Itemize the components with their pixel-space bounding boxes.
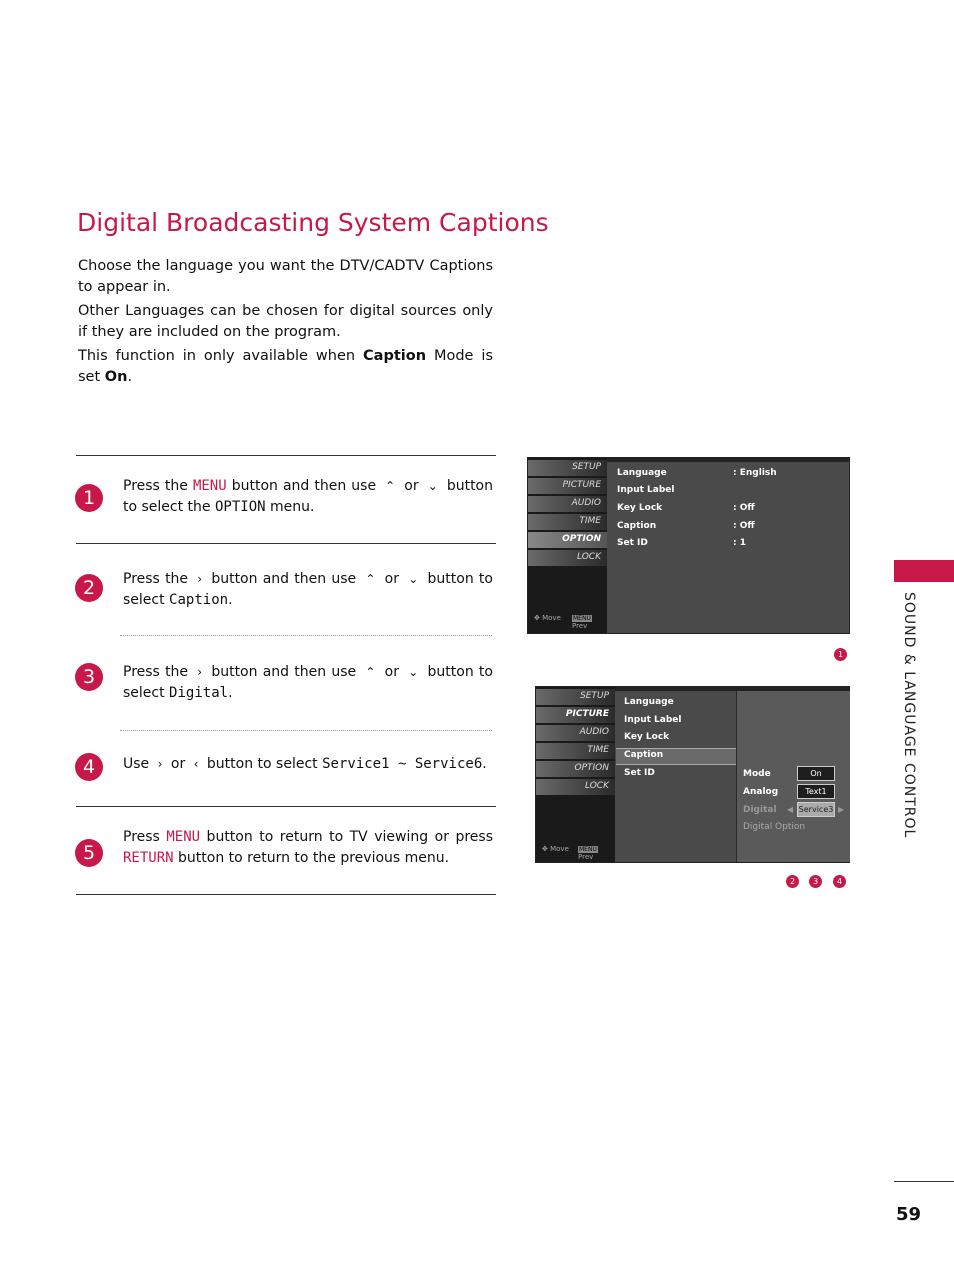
main-menu-column [528,458,607,633]
right-triangle-icon[interactable]: ▶ [838,805,845,814]
step-2-text: Press the › button and then use ⌃ or ⌄ button to select Caption. [123,571,493,608]
step-5-text: Press MENU button to return to TV viewing or press RETURN button to return to the previous menu. [123,829,493,866]
row-language-value: : English [733,468,777,478]
page-title: Digital Broadcasting System Captions [77,208,549,237]
mode-label: Mode [743,769,771,779]
row-caption-label[interactable]: Caption [624,750,664,760]
row-language-label[interactable]: Language [624,697,674,707]
row-key-lock-value: : Off [733,503,755,513]
menu-item-time[interactable]: TIME [587,745,609,755]
mode-value[interactable]: On [797,766,835,781]
intro-paragraph-3: This function in only available when Caption Mode is set On. [78,348,494,385]
right-arrow-icon: › [197,572,203,586]
intro-paragraph-2: Other Languages can be chosen for digital sources only if they are included on the program. [78,303,493,340]
menu-item-picture[interactable]: PICTURE [565,709,609,719]
row-set-id-value: : 1 [733,538,746,548]
row-caption-label[interactable]: Caption [617,521,657,531]
left-arrow-icon: ‹ [193,757,199,771]
digital-option-label[interactable]: Digital Option [743,822,806,832]
down-arrow-icon: ⌄ [408,572,419,586]
row-set-id-label[interactable]: Set ID [617,538,648,548]
analog-label: Analog [743,787,779,797]
row-caption-value: : Off [733,521,755,531]
step-badge-2: 2 [75,574,103,602]
step-4-text: Use › or ‹ button to select Service1 ~ Service6. [123,756,487,772]
move-icon: ✥ [534,614,540,622]
step-badge-3: 3 [75,663,103,691]
page-number: 59 [896,1204,922,1225]
menu-item-picture[interactable]: PICTURE [562,480,601,490]
up-arrow-icon: ⌃ [365,665,376,679]
screen-badge-4: 4 [833,875,846,888]
menu-item-time[interactable]: TIME [579,516,601,526]
menu-item-setup[interactable]: SETUP [572,462,601,472]
row-input-label-label[interactable]: Input Label [617,485,675,495]
section-tab [894,560,954,582]
menu-item-lock[interactable]: LOCK [576,552,601,562]
row-key-lock-label[interactable]: Key Lock [617,503,663,513]
step-3-text: Press the › button and then use ⌃ or ⌄ button to select Digital. [123,664,493,701]
down-arrow-icon: ⌄ [427,479,438,493]
section-rule [76,806,496,807]
down-arrow-icon: ⌄ [408,665,419,679]
main-menu-column [536,687,615,862]
screen-badge-2: 2 [786,875,799,888]
menu-item-setup[interactable]: SETUP [580,691,609,701]
analog-value[interactable]: Text1 [797,784,835,799]
tv-screen-caption-menu [535,686,850,863]
step-badge-4: 4 [75,753,103,781]
step-badge-5: 5 [75,839,103,867]
menu-item-audio[interactable]: AUDIO [571,498,601,508]
section-rule [76,543,496,544]
tv-screen-option-menu [527,457,850,634]
row-language-label[interactable]: Language [617,468,667,478]
page-number-rule [894,1181,954,1182]
right-arrow-icon: › [157,757,163,771]
move-icon: ✥ [542,845,548,853]
step-badge-1: 1 [75,484,103,512]
menu-item-option[interactable]: OPTION [574,763,609,773]
step-1-text: Press the MENU button and then use ⌃ or ⌄ button to select the OPTION menu. [123,478,493,515]
row-set-id-label[interactable]: Set ID [624,768,655,778]
section-label: SOUND & LANGUAGE CONTROL [901,592,917,839]
menu-item-audio[interactable]: AUDIO [579,727,609,737]
step-divider [120,730,492,731]
prev-hint: MENU Prev [578,846,597,861]
menu-item-lock[interactable]: LOCK [584,781,609,791]
screen-badge-1: 1 [834,648,847,661]
prev-hint: MENU Prev [572,615,591,630]
intro-paragraph-1: Choose the language you want the DTV/CADTV Captions to appear in. [78,258,493,295]
row-key-lock-label[interactable]: Key Lock [624,732,670,742]
left-triangle-icon[interactable]: ◀ [787,805,794,814]
right-arrow-icon: › [197,665,203,679]
move-hint: ✥ Move [534,614,561,622]
up-arrow-icon: ⌃ [385,479,396,493]
digital-value[interactable]: Service3 [797,802,835,817]
digital-label: Digital [743,805,777,815]
section-rule [76,894,496,895]
screen-badge-3: 3 [809,875,822,888]
up-arrow-icon: ⌃ [365,572,376,586]
section-rule [76,455,496,456]
menu-item-option[interactable]: OPTION [562,534,601,544]
move-hint: ✥ Move [542,845,569,853]
row-input-label-label[interactable]: Input Label [624,715,682,725]
step-divider [120,635,492,636]
